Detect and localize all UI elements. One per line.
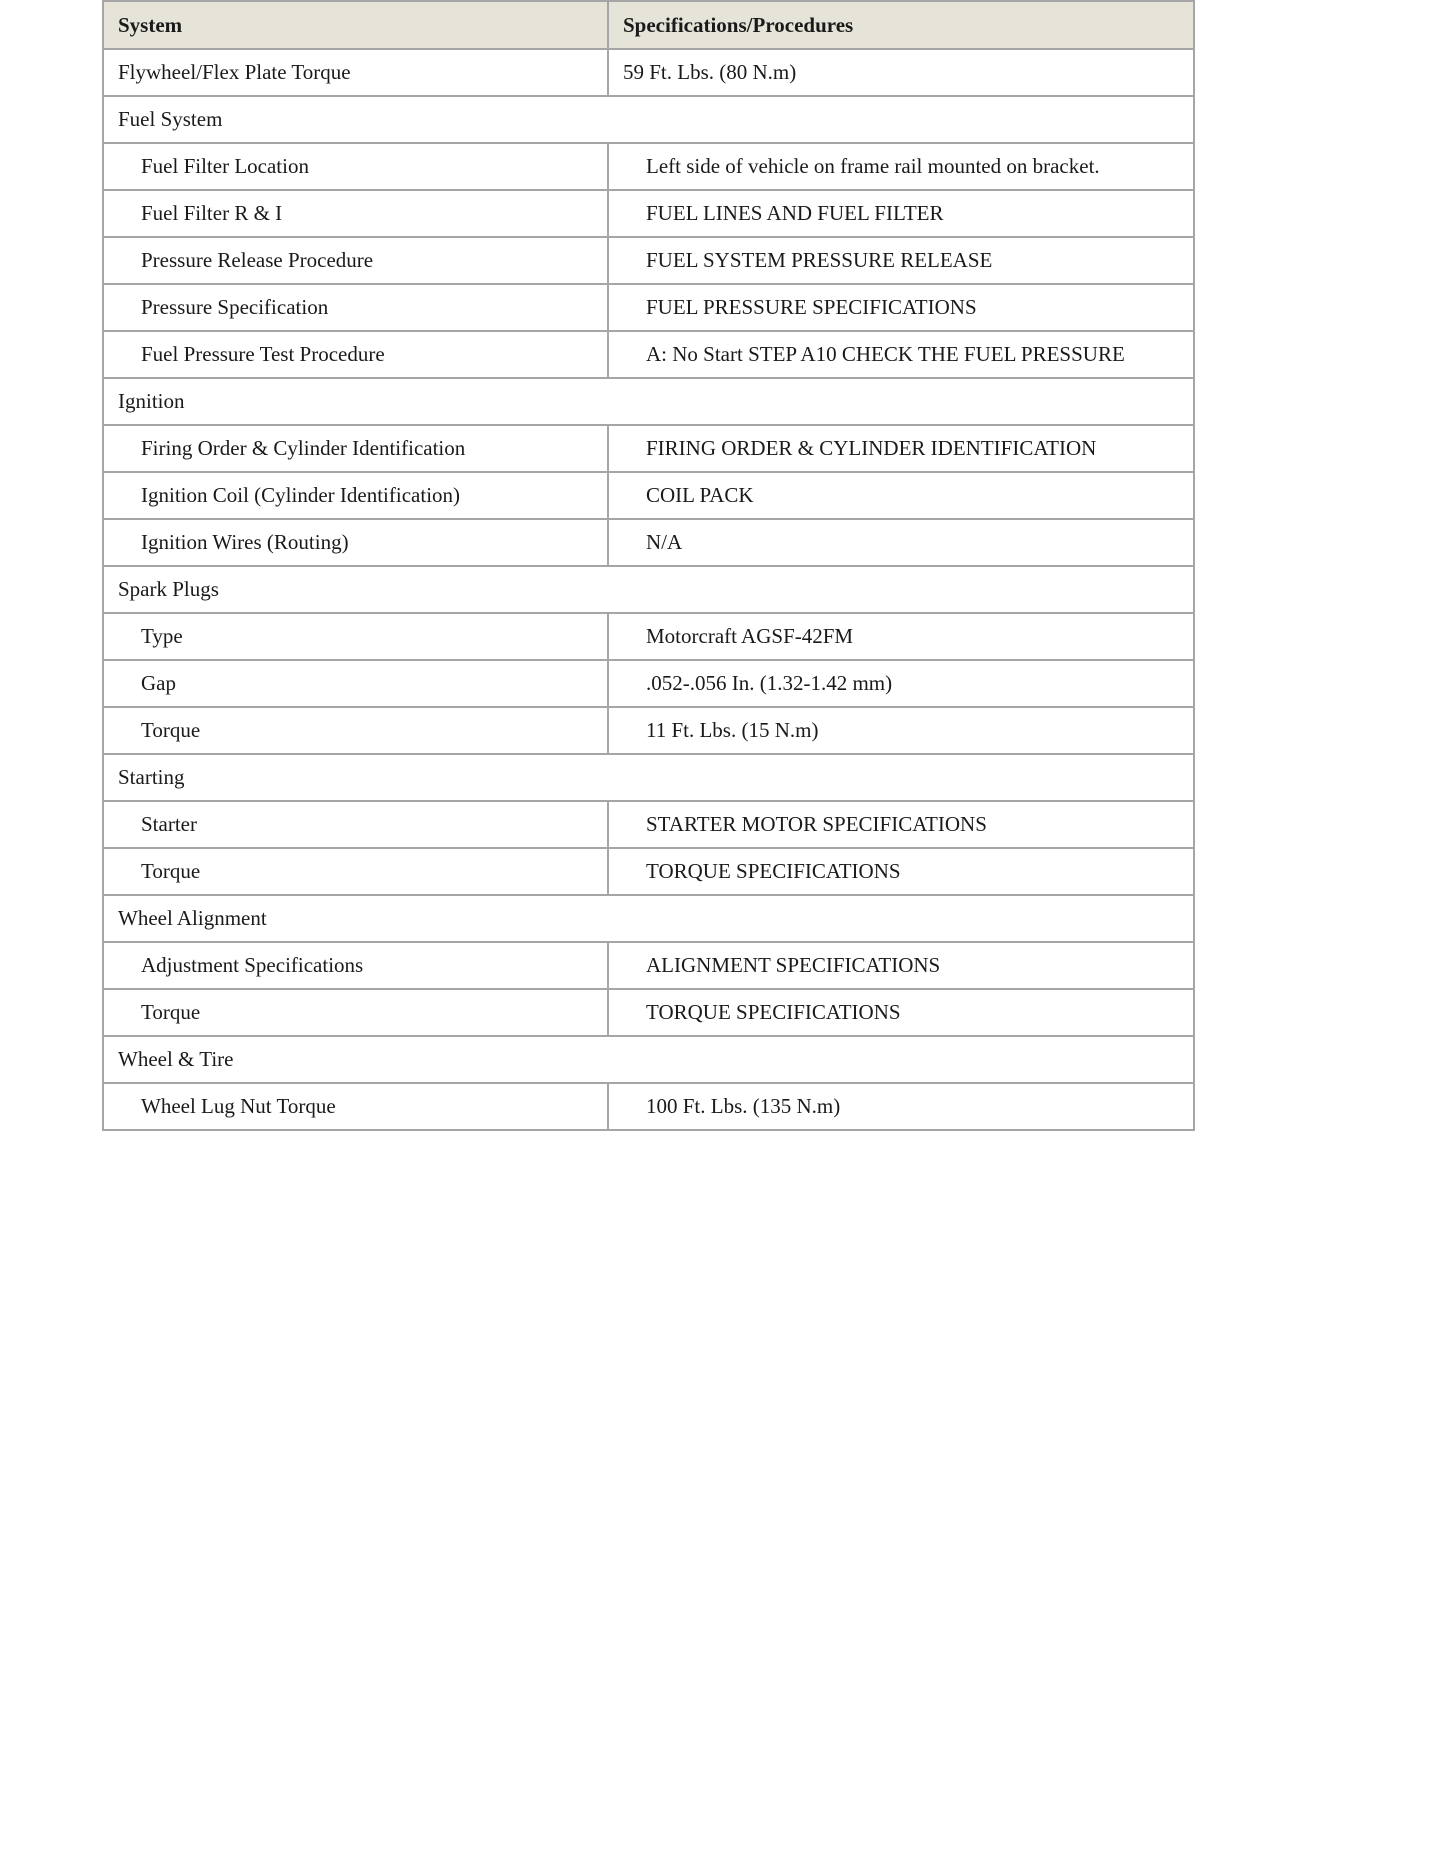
table-row xyxy=(103,331,1194,378)
section-heading: Wheel & Tire xyxy=(103,1036,1194,1083)
table-row xyxy=(103,519,1194,566)
system-cell: Pressure Specification xyxy=(103,284,608,331)
table-row xyxy=(103,801,1194,848)
specification-cell: TORQUE SPECIFICATIONS xyxy=(608,848,1194,895)
table-row xyxy=(103,613,1194,660)
system-cell: Flywheel/Flex Plate Torque xyxy=(103,49,608,96)
system-cell: Fuel Filter Location xyxy=(103,143,608,190)
system-cell: Type xyxy=(103,613,608,660)
specification-cell: FUEL LINES AND FUEL FILTER xyxy=(608,190,1194,237)
system-cell: Ignition Coil (Cylinder Identification) xyxy=(103,472,608,519)
system-cell: Fuel Pressure Test Procedure xyxy=(103,331,608,378)
specification-cell: N/A xyxy=(608,519,1194,566)
specification-cell: COIL PACK xyxy=(608,472,1194,519)
specifications-table xyxy=(102,0,1195,1131)
system-cell: Firing Order & Cylinder Identification xyxy=(103,425,608,472)
table-row xyxy=(103,284,1194,331)
system-cell: Adjustment Specifications xyxy=(103,942,608,989)
specification-cell: 59 Ft. Lbs. (80 N.m) xyxy=(608,49,1194,96)
specification-cell: FUEL PRESSURE SPECIFICATIONS xyxy=(608,284,1194,331)
table-body xyxy=(103,49,1194,1130)
specification-cell: Motorcraft AGSF-42FM xyxy=(608,613,1194,660)
section-heading: Wheel Alignment xyxy=(103,895,1194,942)
section-row xyxy=(103,96,1194,143)
specification-cell: FUEL SYSTEM PRESSURE RELEASE xyxy=(608,237,1194,284)
system-cell: Fuel Filter R & I xyxy=(103,190,608,237)
column-header-system: System xyxy=(103,1,608,49)
specification-cell: A: No Start STEP A10 CHECK THE FUEL PRESSURE xyxy=(608,331,1194,378)
table-row xyxy=(103,848,1194,895)
specification-cell: .052-.056 In. (1.32-1.42 mm) xyxy=(608,660,1194,707)
system-cell: Wheel Lug Nut Torque xyxy=(103,1083,608,1130)
system-cell: Ignition Wires (Routing) xyxy=(103,519,608,566)
specification-cell: FIRING ORDER & CYLINDER IDENTIFICATION xyxy=(608,425,1194,472)
specification-cell: Left side of vehicle on frame rail mounted on bracket. xyxy=(608,143,1194,190)
specification-cell: STARTER MOTOR SPECIFICATIONS xyxy=(608,801,1194,848)
table-row xyxy=(103,707,1194,754)
table-row xyxy=(103,942,1194,989)
system-cell: Torque xyxy=(103,989,608,1036)
section-row xyxy=(103,1036,1194,1083)
column-header-specifications: Specifications/Procedures xyxy=(608,1,1194,49)
system-cell: Starter xyxy=(103,801,608,848)
table-row xyxy=(103,49,1194,96)
table-row xyxy=(103,237,1194,284)
system-cell: Torque xyxy=(103,707,608,754)
section-row xyxy=(103,566,1194,613)
section-heading: Starting xyxy=(103,754,1194,801)
specification-cell: TORQUE SPECIFICATIONS xyxy=(608,989,1194,1036)
specification-cell: 11 Ft. Lbs. (15 N.m) xyxy=(608,707,1194,754)
specification-cell: ALIGNMENT SPECIFICATIONS xyxy=(608,942,1194,989)
table-row xyxy=(103,989,1194,1036)
table-row xyxy=(103,190,1194,237)
table-row xyxy=(103,425,1194,472)
section-heading: Spark Plugs xyxy=(103,566,1194,613)
specification-cell: 100 Ft. Lbs. (135 N.m) xyxy=(608,1083,1194,1130)
table-row xyxy=(103,660,1194,707)
section-row xyxy=(103,754,1194,801)
header-row xyxy=(103,1,1194,49)
section-heading: Ignition xyxy=(103,378,1194,425)
system-cell: Gap xyxy=(103,660,608,707)
system-cell: Pressure Release Procedure xyxy=(103,237,608,284)
section-row xyxy=(103,895,1194,942)
table-row xyxy=(103,143,1194,190)
system-cell: Torque xyxy=(103,848,608,895)
section-heading: Fuel System xyxy=(103,96,1194,143)
table-row xyxy=(103,472,1194,519)
table-header xyxy=(103,1,1194,49)
section-row xyxy=(103,378,1194,425)
table-row xyxy=(103,1083,1194,1130)
